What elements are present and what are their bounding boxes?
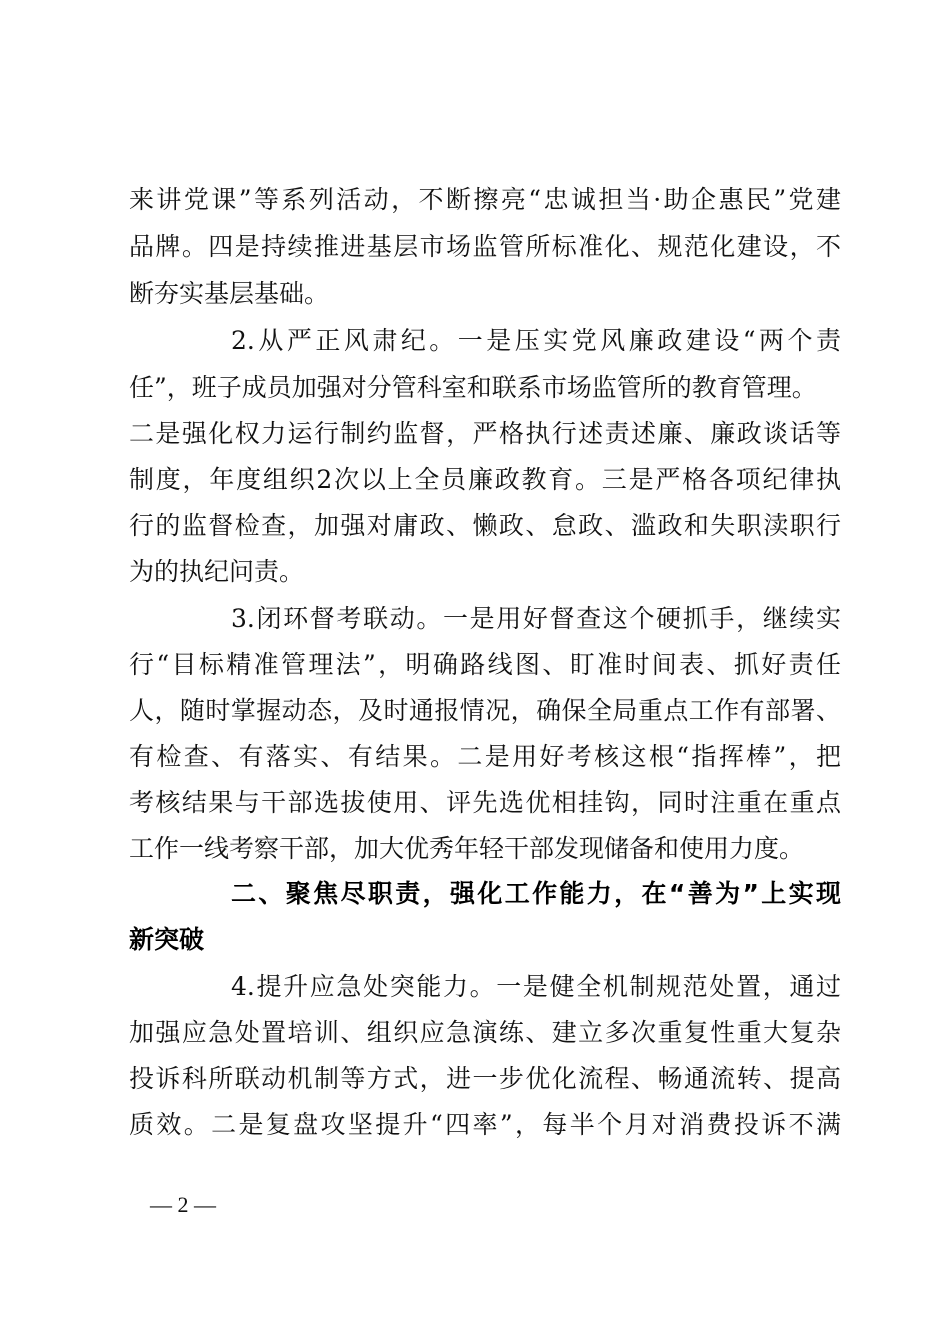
section-heading-continuation: 新突破	[129, 925, 205, 954]
page-number: — 2 —	[150, 1192, 216, 1217]
paragraph-first-line: 4.提升应急处突能力。一是健全机制规范处置，通过	[231, 972, 841, 1001]
body-line: 人，随时掌握动态，及时通报情况，确保全局重点工作有部署、	[129, 696, 841, 725]
body-line: 行的监督检查，加强对庸政、懒政、怠政、滥政和失职渎职行	[129, 511, 841, 540]
section-heading: 二、聚焦尽职责，强化工作能力，在“善为”上实现	[231, 879, 841, 908]
body-line: 行“目标精准管理法”，明确路线图、盯准时间表、抓好责任	[129, 650, 841, 679]
paragraph-first-line: 3.闭环督考联动。一是用好督查这个硬抓手，继续实	[231, 604, 841, 633]
body-line: 断夯实基层基础。	[129, 279, 330, 308]
body-line: 任”，班子成员加强对分管科室和联系市场监管所的教育管理。	[129, 373, 817, 402]
body-line: 来讲党课”等系列活动，不断擦亮“忠诚担当·助企惠民”党建	[129, 185, 841, 214]
body-line: 考核结果与干部选拔使用、评先选优相挂钩，同时注重在重点	[129, 788, 841, 817]
body-line: 质效。二是复盘攻坚提升“四率”，每半个月对消费投诉不满	[129, 1110, 841, 1139]
body-line: 有检查、有落实、有结果。二是用好考核这根“指挥棒”，把	[129, 742, 841, 771]
body-line: 投诉科所联动机制等方式，进一步优化流程、畅通流转、提高	[129, 1064, 841, 1093]
body-line: 二是强化权力运行制约监督，严格执行述责述廉、廉政谈话等	[129, 419, 841, 448]
body-line: 工作一线考察干部，加大优秀年轻干部发现储备和使用力度。	[129, 834, 805, 863]
body-line: 品牌。四是持续推进基层市场监管所标准化、规范化建设，不	[129, 232, 841, 261]
body-line: 为的执纪问责。	[129, 557, 305, 586]
body-line: 加强应急处置培训、组织应急演练、建立多次重复性重大复杂	[129, 1018, 841, 1047]
body-line: 制度，年度组织2次以上全员廉政教育。三是严格各项纪律执	[129, 465, 841, 494]
paragraph-first-line: 2.从严正风肃纪。一是压实党风廉政建设“两个责	[231, 326, 841, 355]
